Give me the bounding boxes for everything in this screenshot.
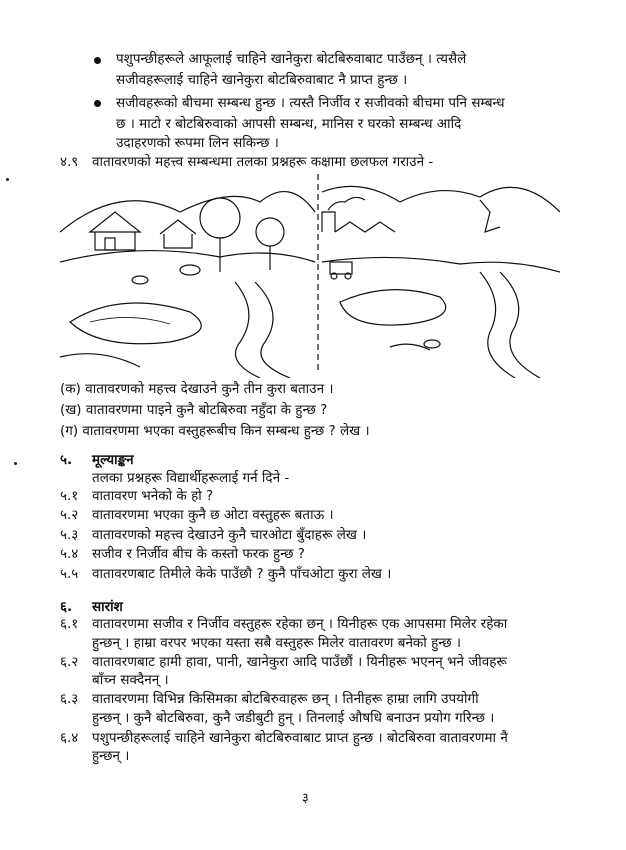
right-panel-polluted-environment — [322, 186, 560, 378]
smoke-icon — [328, 197, 365, 210]
summary-item-line: हुन्छन् । हाम्रा वरपर भएका यस्ता सबै वस्तुहरू मिलेर वातावरण बनेको हुन्छ । — [92, 635, 461, 651]
summary-item-line: वातावरणबाट हामी हावा, पानी, खानेकुरा आदि पाउँछौं । यिनीहरू भएनन् भने जीवहरू — [92, 654, 507, 670]
dry-pond-outline — [340, 290, 446, 325]
evaluation-item-text: वातावरणमा भएका कुनै छ ओटा वस्तुहरू बताऊ । — [92, 507, 334, 523]
summary-item-number: ६.४ — [60, 730, 79, 746]
pond-outline — [70, 303, 201, 344]
bullet1-line2: सजीवहरूलाई चाहिने खानेकुरा बोटबिरुवाबाट नै प्राप्त हुन्छ । — [116, 72, 408, 88]
activity-heading: वातावरणको महत्त्व सम्बन्धमा तलका प्रश्नहरू कक्षामा छलफल गराउने - — [92, 154, 434, 170]
evaluation-item-number: ५.१ — [60, 488, 79, 504]
summary-number: ६. — [60, 599, 73, 615]
factory-chimney — [322, 212, 335, 232]
animal-icon — [424, 340, 440, 348]
house-door — [105, 238, 115, 250]
tree-canopy — [200, 198, 240, 238]
bullet2-line3: उदाहरणको रूपमा लिन सकिन्छ । — [116, 135, 279, 151]
river-bank — [235, 282, 260, 378]
activity-question-ga: (ग) वातावरणमा भएका वस्तुहरूबीच किन सम्बन्ध हुन्छ ? लेख । — [60, 423, 370, 439]
evaluation-number: ५. — [60, 452, 73, 468]
evaluation-item-number: ५.५ — [60, 566, 79, 582]
evaluation-item-text: सजीव र निर्जीव बीच के कस्तो फरक हुन्छ ? — [92, 546, 305, 562]
river-bank — [255, 282, 290, 378]
field-line — [60, 354, 140, 367]
goat-icon — [132, 276, 148, 284]
summary-item-line: पशुपन्छीहरूलाई चाहिने खानेकुरा बोटबिरुवाबाट प्राप्त हुन्छ । बोटबिरुवा वातावरणमा नै — [92, 730, 508, 746]
summary-item-line: बाँच्न सक्दैनन् । — [92, 672, 169, 688]
activity-number: ४.९ — [60, 154, 79, 170]
evaluation-item-text: वातावरणको महत्त्व देखाउने कुनै चारओटा बुँदाहरू लेख । — [92, 527, 367, 543]
truck-icon — [330, 262, 352, 274]
tree-canopy — [256, 218, 284, 246]
bullet2-line1: सजीवहरूको बीचमा सम्बन्ध हुन्छ । त्यस्तै निर्जीव र सजीवको बीचमा पनि सम्बन्ध — [116, 95, 505, 111]
ground-line — [322, 257, 560, 272]
summary-item-number: ६.१ — [60, 616, 79, 632]
evaluation-item-text: वातावरणबाट तिमीले केके पाउँछौ ? कुनै पाँचओटा कुरा लेख । — [92, 566, 392, 582]
bullet-dot — [94, 57, 101, 64]
river-bank — [480, 272, 515, 378]
hills-outline — [322, 186, 560, 212]
left-panel-clean-environment — [60, 192, 315, 378]
summary-title: सारांश — [92, 599, 123, 615]
page-number: ३ — [302, 791, 309, 806]
ground-line — [60, 251, 315, 262]
summary-item-number: ६.२ — [60, 654, 79, 670]
environment-illustration — [60, 172, 560, 378]
evaluation-item-number: ५.३ — [60, 527, 79, 543]
summary-item-line: वातावरणमा विभिन्न किसिमका बोटबिरुवाहरू छन् । तिनीहरू हाम्रा लागि उपयोगी — [92, 691, 479, 707]
bare-tree-icon — [480, 200, 500, 232]
river-bank — [500, 272, 540, 378]
bullet-dot — [94, 100, 101, 107]
activity-question-kha: (ख) वातावरणमा पाइने कुनै बोटबिरुवा नहुँदा के हुन्छ ? — [60, 402, 328, 418]
cow-icon — [180, 265, 200, 275]
bullet1-line1: पशुपन्छीहरूले आफूलाई चाहिने खानेकुरा बोटबिरुवाबाट पाउँछन् । त्यसैले — [116, 51, 467, 67]
pond-ripple — [90, 317, 170, 324]
summary-item-line: हुन्छन् । कुनै बोटबिरुवा, कुनै जडीबुटी हुन् । तिनलाई औषधि बनाउन प्रयोग गरिन्छ । — [92, 710, 495, 726]
margin-mark — [6, 178, 9, 181]
summary-item-line: हुन्छन् । — [92, 748, 130, 764]
evaluation-item-number: ५.४ — [60, 546, 79, 562]
house-icon — [160, 220, 196, 248]
bullet2-line2: छ । माटो र बोटबिरुवाको आपसी सम्बन्ध, मानिस र घरको सम्बन्ध आदि — [116, 116, 462, 132]
summary-item-line: वातावरणमा सजीव र निर्जीव वस्तुहरू रहेका छन् । यिनीहरू एक आपसमा मिलेर रहेका — [92, 616, 508, 632]
factory-roof — [335, 222, 395, 232]
activity-question-ka: (क) वातावरणको महत्त्व देखाउने कुनै तीन कुरा बताउन । — [60, 381, 334, 397]
margin-mark — [14, 462, 17, 465]
evaluation-intro: तलका प्रश्नहरू विद्यार्थीहरूलाई गर्न दिने - — [92, 470, 290, 486]
evaluation-title: मूल्याङ्कन — [92, 452, 134, 468]
summary-item-number: ६.३ — [60, 691, 79, 707]
evaluation-item-text: वातावरण भनेको के हो ? — [92, 488, 214, 504]
evaluation-item-number: ५.२ — [60, 507, 79, 523]
